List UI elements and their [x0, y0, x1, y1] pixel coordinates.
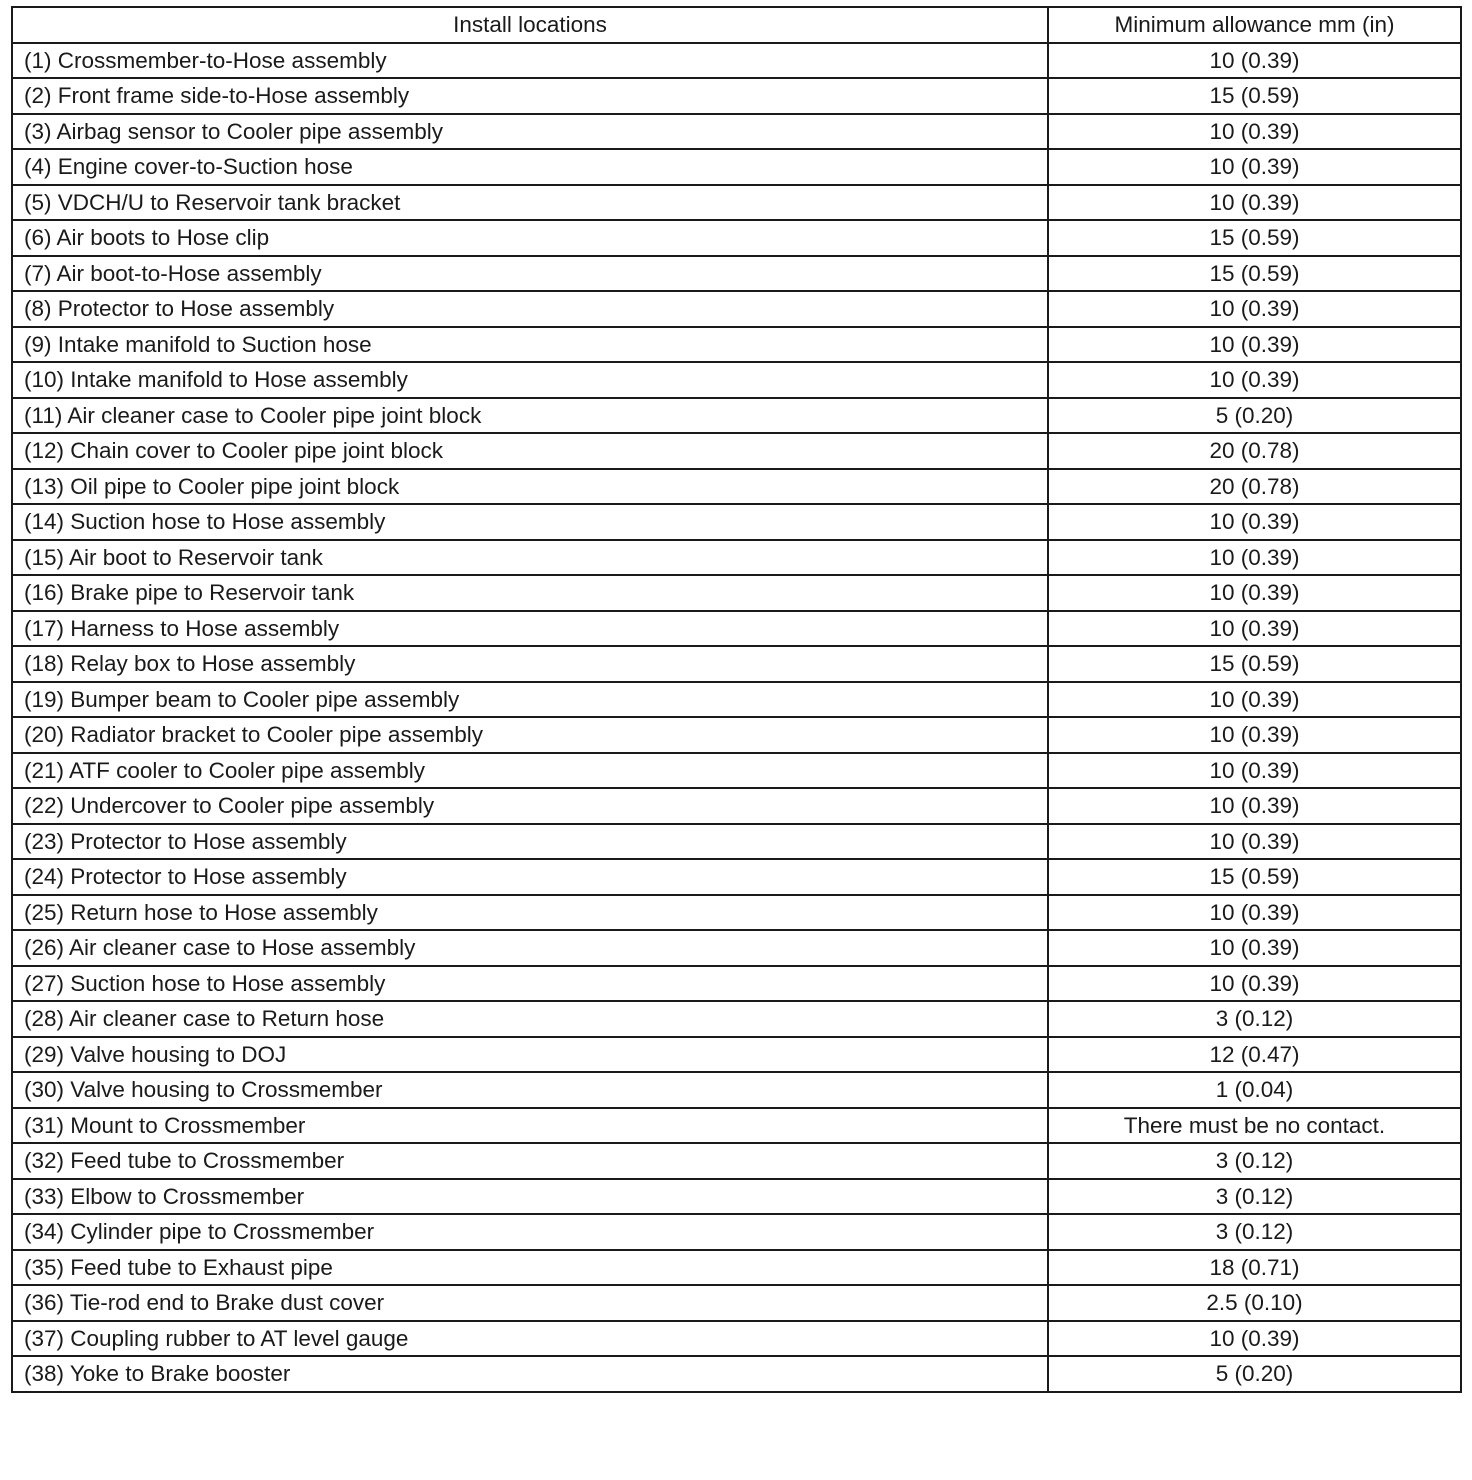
table-row	[12, 43, 1461, 79]
minimum-allowance-cell: 10 (0.39)	[1048, 185, 1461, 221]
minimum-allowance-cell: 15 (0.59)	[1048, 220, 1461, 256]
install-location-cell: (3) Airbag sensor to Cooler pipe assembly	[12, 114, 1048, 150]
table-row	[12, 895, 1461, 931]
table-row	[12, 433, 1461, 469]
install-location-cell: (36) Tie-rod end to Brake dust cover	[12, 1285, 1048, 1321]
install-location-cell: (31) Mount to Crossmember	[12, 1108, 1048, 1144]
minimum-allowance-cell: 15 (0.59)	[1048, 256, 1461, 292]
table-row	[12, 1321, 1461, 1357]
install-location-cell: (30) Valve housing to Crossmember	[12, 1072, 1048, 1108]
allowance-table	[11, 6, 1462, 1393]
minimum-allowance-cell: 10 (0.39)	[1048, 895, 1461, 931]
minimum-allowance-cell: 10 (0.39)	[1048, 362, 1461, 398]
install-location-cell: (10) Intake manifold to Hose assembly	[12, 362, 1048, 398]
minimum-allowance-cell: 3 (0.12)	[1048, 1143, 1461, 1179]
table-row	[12, 114, 1461, 150]
install-location-cell: (23) Protector to Hose assembly	[12, 824, 1048, 860]
minimum-allowance-cell: 10 (0.39)	[1048, 753, 1461, 789]
table-row	[12, 646, 1461, 682]
table-row	[12, 220, 1461, 256]
minimum-allowance-cell: 1 (0.04)	[1048, 1072, 1461, 1108]
install-location-cell: (4) Engine cover-to-Suction hose	[12, 149, 1048, 185]
install-location-cell: (29) Valve housing to DOJ	[12, 1037, 1048, 1073]
install-location-cell: (19) Bumper beam to Cooler pipe assembly	[12, 682, 1048, 718]
install-location-cell: (18) Relay box to Hose assembly	[12, 646, 1048, 682]
minimum-allowance-cell: 20 (0.78)	[1048, 469, 1461, 505]
minimum-allowance-cell: 5 (0.20)	[1048, 1356, 1461, 1392]
minimum-allowance-cell: 10 (0.39)	[1048, 114, 1461, 150]
minimum-allowance-cell: 10 (0.39)	[1048, 824, 1461, 860]
table-row	[12, 78, 1461, 114]
table-row	[12, 398, 1461, 434]
install-location-cell: (34) Cylinder pipe to Crossmember	[12, 1214, 1048, 1250]
header-row	[12, 7, 1461, 43]
table-row	[12, 1285, 1461, 1321]
minimum-allowance-cell: 10 (0.39)	[1048, 540, 1461, 576]
minimum-allowance-cell: 15 (0.59)	[1048, 859, 1461, 895]
install-location-cell: (25) Return hose to Hose assembly	[12, 895, 1048, 931]
minimum-allowance-cell: 10 (0.39)	[1048, 504, 1461, 540]
install-location-cell: (38) Yoke to Brake booster	[12, 1356, 1048, 1392]
table-body	[12, 43, 1461, 1392]
install-location-cell: (5) VDCH/U to Reservoir tank bracket	[12, 185, 1048, 221]
minimum-allowance-cell: 10 (0.39)	[1048, 327, 1461, 363]
table-row	[12, 788, 1461, 824]
minimum-allowance-cell: 10 (0.39)	[1048, 43, 1461, 79]
table-row	[12, 291, 1461, 327]
table-row	[12, 1143, 1461, 1179]
install-location-cell: (17) Harness to Hose assembly	[12, 611, 1048, 647]
minimum-allowance-cell: 10 (0.39)	[1048, 149, 1461, 185]
table-row	[12, 1108, 1461, 1144]
minimum-allowance-cell: 10 (0.39)	[1048, 575, 1461, 611]
install-location-cell: (15) Air boot to Reservoir tank	[12, 540, 1048, 576]
table-row	[12, 575, 1461, 611]
install-location-cell: (11) Air cleaner case to Cooler pipe joint block	[12, 398, 1048, 434]
minimum-allowance-cell: 10 (0.39)	[1048, 1321, 1461, 1357]
install-location-cell: (22) Undercover to Cooler pipe assembly	[12, 788, 1048, 824]
install-location-cell: (24) Protector to Hose assembly	[12, 859, 1048, 895]
minimum-allowance-cell: 12 (0.47)	[1048, 1037, 1461, 1073]
table-row	[12, 930, 1461, 966]
minimum-allowance-cell: 5 (0.20)	[1048, 398, 1461, 434]
minimum-allowance-cell: 3 (0.12)	[1048, 1214, 1461, 1250]
minimum-allowance-cell: 10 (0.39)	[1048, 788, 1461, 824]
install-location-cell: (8) Protector to Hose assembly	[12, 291, 1048, 327]
header-minimum-allowance: Minimum allowance mm (in)	[1048, 7, 1461, 43]
install-location-cell: (35) Feed tube to Exhaust pipe	[12, 1250, 1048, 1286]
table-row	[12, 362, 1461, 398]
install-location-cell: (28) Air cleaner case to Return hose	[12, 1001, 1048, 1037]
minimum-allowance-cell: 10 (0.39)	[1048, 611, 1461, 647]
install-location-cell: (26) Air cleaner case to Hose assembly	[12, 930, 1048, 966]
table-row	[12, 611, 1461, 647]
install-location-cell: (21) ATF cooler to Cooler pipe assembly	[12, 753, 1048, 789]
minimum-allowance-cell: There must be no contact.	[1048, 1108, 1461, 1144]
minimum-allowance-cell: 18 (0.71)	[1048, 1250, 1461, 1286]
table-row	[12, 1179, 1461, 1215]
table-row	[12, 1001, 1461, 1037]
allowance-table-container	[11, 6, 1460, 1393]
minimum-allowance-cell: 10 (0.39)	[1048, 291, 1461, 327]
install-location-cell: (7) Air boot-to-Hose assembly	[12, 256, 1048, 292]
table-row	[12, 256, 1461, 292]
table-row	[12, 753, 1461, 789]
install-location-cell: (16) Brake pipe to Reservoir tank	[12, 575, 1048, 611]
install-location-cell: (37) Coupling rubber to AT level gauge	[12, 1321, 1048, 1357]
table-row	[12, 1072, 1461, 1108]
table-header	[12, 7, 1461, 43]
table-row	[12, 1214, 1461, 1250]
install-location-cell: (1) Crossmember-to-Hose assembly	[12, 43, 1048, 79]
install-location-cell: (27) Suction hose to Hose assembly	[12, 966, 1048, 1002]
install-location-cell: (9) Intake manifold to Suction hose	[12, 327, 1048, 363]
install-location-cell: (33) Elbow to Crossmember	[12, 1179, 1048, 1215]
minimum-allowance-cell: 10 (0.39)	[1048, 930, 1461, 966]
table-row	[12, 149, 1461, 185]
table-row	[12, 1250, 1461, 1286]
table-row	[12, 1356, 1461, 1392]
minimum-allowance-cell: 10 (0.39)	[1048, 717, 1461, 753]
table-row	[12, 540, 1461, 576]
minimum-allowance-cell: 3 (0.12)	[1048, 1179, 1461, 1215]
table-row	[12, 824, 1461, 860]
install-location-cell: (13) Oil pipe to Cooler pipe joint block	[12, 469, 1048, 505]
table-row	[12, 327, 1461, 363]
minimum-allowance-cell: 2.5 (0.10)	[1048, 1285, 1461, 1321]
minimum-allowance-cell: 15 (0.59)	[1048, 78, 1461, 114]
table-row	[12, 185, 1461, 221]
install-location-cell: (14) Suction hose to Hose assembly	[12, 504, 1048, 540]
minimum-allowance-cell: 15 (0.59)	[1048, 646, 1461, 682]
header-install-locations: Install locations	[12, 7, 1048, 43]
install-location-cell: (12) Chain cover to Cooler pipe joint block	[12, 433, 1048, 469]
minimum-allowance-cell: 20 (0.78)	[1048, 433, 1461, 469]
table-row	[12, 504, 1461, 540]
table-row	[12, 859, 1461, 895]
table-row	[12, 966, 1461, 1002]
table-row	[12, 469, 1461, 505]
minimum-allowance-cell: 3 (0.12)	[1048, 1001, 1461, 1037]
install-location-cell: (20) Radiator bracket to Cooler pipe assembly	[12, 717, 1048, 753]
table-row	[12, 717, 1461, 753]
table-row	[12, 682, 1461, 718]
table-row	[12, 1037, 1461, 1073]
install-location-cell: (6) Air boots to Hose clip	[12, 220, 1048, 256]
minimum-allowance-cell: 10 (0.39)	[1048, 682, 1461, 718]
install-location-cell: (2) Front frame side-to-Hose assembly	[12, 78, 1048, 114]
install-location-cell: (32) Feed tube to Crossmember	[12, 1143, 1048, 1179]
minimum-allowance-cell: 10 (0.39)	[1048, 966, 1461, 1002]
